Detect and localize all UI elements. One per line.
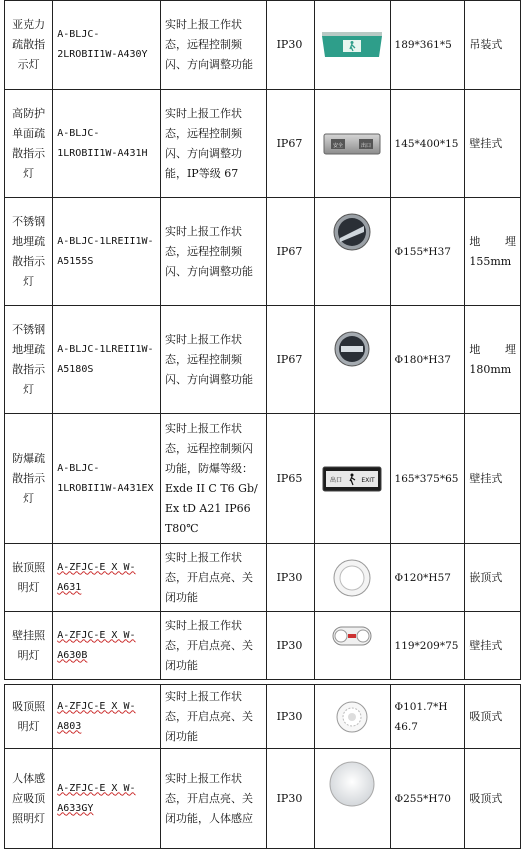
- product-image-cell: [314, 90, 390, 198]
- function-description: 实时上报工作状态，远程控制频闪、方向调整功能: [160, 198, 266, 306]
- table-row: [5, 198, 521, 306]
- model-number: A-BLJC-2LROBII1W-A430Y: [53, 1, 161, 90]
- table-row: [5, 90, 521, 198]
- dimensions: Φ155*H37: [390, 198, 465, 306]
- dimensions: 189*361*5: [390, 1, 465, 90]
- ip-rating: IP30: [266, 612, 314, 680]
- dimensions: Φ120*H57: [390, 544, 465, 612]
- ip-rating: IP67: [266, 306, 314, 414]
- mount-type: 壁挂式: [465, 414, 521, 544]
- wall-twin-light-icon: [327, 621, 377, 651]
- mount-type: 地埋155mm: [465, 198, 521, 306]
- sensor-ceiling-light-icon: [328, 760, 376, 808]
- product-name: 人体感应吸顶照明灯: [5, 749, 53, 849]
- ip-rating: IP65: [266, 414, 314, 544]
- function-description: 实时上报工作状态，开启点亮、关闭功能: [160, 685, 266, 749]
- product-name: 不锈钢地埋疏散指示灯: [5, 198, 53, 306]
- ip-rating: IP30: [266, 749, 314, 849]
- mount-type: 吸顶式: [465, 749, 521, 849]
- product-image-cell: [314, 749, 390, 849]
- table-row: [5, 306, 521, 414]
- ip-rating: IP67: [266, 198, 314, 306]
- dimensions: Φ101.7*H 46.7: [390, 685, 465, 749]
- ip-rating: IP30: [266, 685, 314, 749]
- table-row: [5, 1, 521, 90]
- model-number: A-BLJC-1LROBII1W-A431EX: [53, 414, 161, 544]
- product-name: 高防护单面疏散指示灯: [5, 90, 53, 198]
- table-row: [5, 685, 521, 749]
- product-image-cell: [314, 612, 390, 680]
- model-number: A-ZFJC-E X W-A631: [53, 544, 161, 612]
- model-number: A-BLJC-1LREII1W-A5155S: [53, 198, 161, 306]
- recessed-light-icon: [332, 558, 372, 598]
- acrylic-exit-sign-icon: [321, 31, 383, 59]
- table-row: [5, 612, 521, 680]
- sign-exit-en-text: EXIT: [361, 476, 375, 484]
- product-name: 不锈钢地埋疏散指示灯: [5, 306, 53, 414]
- dimensions: 165*375*65: [390, 414, 465, 544]
- ip-rating: IP30: [266, 1, 314, 90]
- sign-left-text: 安全: [333, 142, 344, 149]
- sign-exit-cn-text: 出口: [330, 476, 343, 484]
- product-image-cell: [314, 544, 390, 612]
- model-number: A-ZFJC-E X W-A803: [53, 685, 161, 749]
- model-number: A-ZFJC-E X W-A633GY: [53, 749, 161, 849]
- protective-exit-sign-icon: [323, 132, 381, 156]
- ip-rating: IP67: [266, 90, 314, 198]
- product-image-cell: [314, 414, 390, 544]
- function-description: 实时上报工作状态，远程控制频闪、方向调整功能: [160, 1, 266, 90]
- table-row: [5, 749, 521, 849]
- table-row: [5, 544, 521, 612]
- function-description: 实时上报工作状态，远程控制频闪、方向调整功能，IP等级 67: [160, 90, 266, 198]
- table-row: [5, 414, 521, 544]
- function-description: 实时上报工作状态，远程控制频闪功能，防爆等级：Exde II C T6 Gb/ Ex tD A21 IP66 T80℃: [160, 414, 266, 544]
- dimensions: 145*400*15: [390, 90, 465, 198]
- product-name: 吸顶照明灯: [5, 685, 53, 749]
- steel-floor-light-icon: [332, 212, 372, 252]
- function-description: 实时上报工作状态，开启点亮、关闭功能，人体感应: [160, 749, 266, 849]
- function-description: 实时上报工作状态，远程控制频闪、方向调整功能: [160, 306, 266, 414]
- product-image-cell: [314, 306, 390, 414]
- explosion-proof-sign-icon: [322, 466, 382, 492]
- mount-type: 壁挂式: [465, 90, 521, 198]
- product-spec-table: [4, 0, 521, 849]
- sign-right-text: 出口: [361, 142, 372, 149]
- function-description: 实时上报工作状态，开启点亮、关闭功能: [160, 544, 266, 612]
- ip-rating: IP30: [266, 544, 314, 612]
- product-image-cell: [314, 1, 390, 90]
- model-number: A-ZFJC-E X W-A630B: [53, 612, 161, 680]
- product-image-cell: [314, 685, 390, 749]
- model-number: A-BLJC-1LREII1W-A5180S: [53, 306, 161, 414]
- model-number: A-BLJC-1LROBII1W-A431H: [53, 90, 161, 198]
- ceiling-light-icon: [335, 700, 369, 734]
- product-name: 防爆疏散指示灯: [5, 414, 53, 544]
- mount-type: 嵌顶式: [465, 544, 521, 612]
- mount-type: 吸顶式: [465, 685, 521, 749]
- product-image-cell: [314, 198, 390, 306]
- function-description: 实时上报工作状态，开启点亮、关闭功能: [160, 612, 266, 680]
- mount-type: 壁挂式: [465, 612, 521, 680]
- product-name: 壁挂照明灯: [5, 612, 53, 680]
- steel-floor-light-icon: [333, 330, 371, 368]
- mount-type: 吊装式: [465, 1, 521, 90]
- product-name: 亚克力疏散指示灯: [5, 1, 53, 90]
- dimensions: Φ180*H37: [390, 306, 465, 414]
- dimensions: 119*209*75: [390, 612, 465, 680]
- mount-type: 地埋180mm: [465, 306, 521, 414]
- dimensions: Φ255*H70: [390, 749, 465, 849]
- product-name: 嵌顶照明灯: [5, 544, 53, 612]
